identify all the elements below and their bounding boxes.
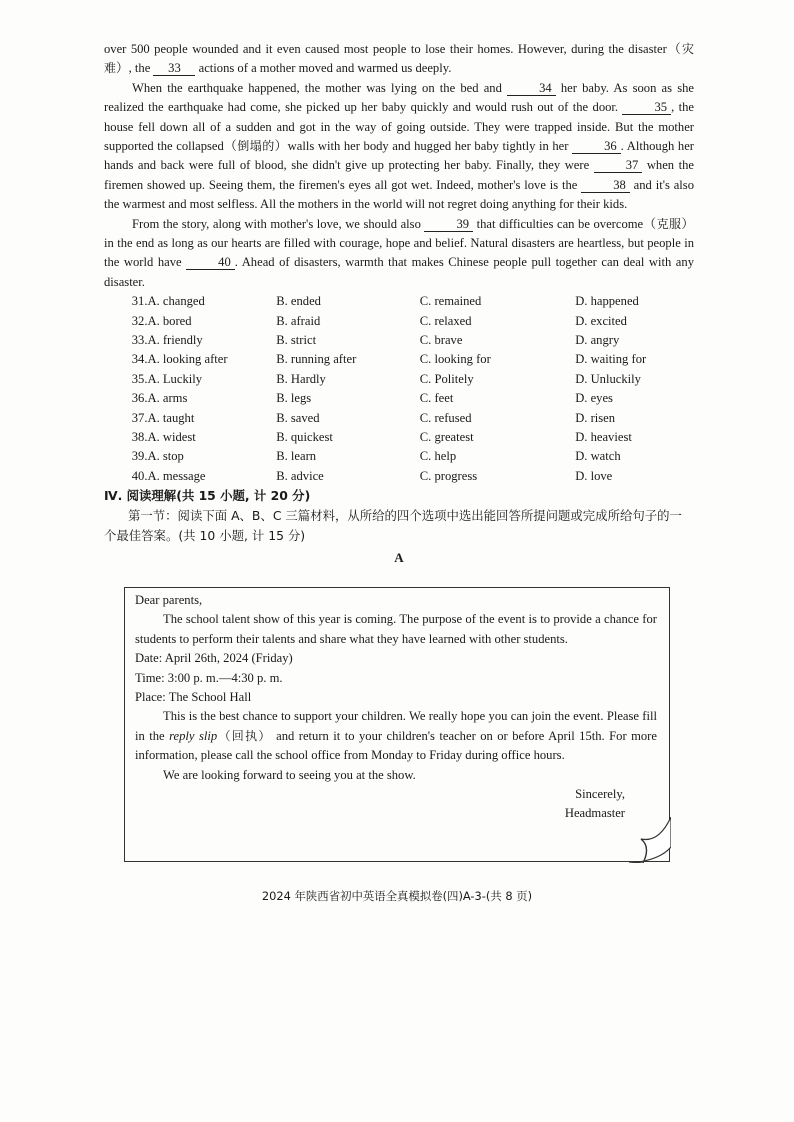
chinese-gloss: （回执）	[217, 728, 272, 743]
question-number: 33.	[131, 333, 148, 348]
blank-33[interactable]: 33	[153, 61, 195, 76]
option-b[interactable]: B. learn	[276, 449, 317, 464]
option-row-34	[104, 350, 694, 369]
option-d[interactable]: D. love	[575, 468, 613, 483]
option-b[interactable]: B. legs	[276, 391, 312, 406]
option-c[interactable]: C. feet	[419, 391, 454, 406]
passage-paragraph-3	[104, 215, 694, 293]
text: ）walls with her body and hugged her baby tightly in her	[274, 139, 569, 154]
text: actions of a mother moved and warmed us deeply.	[198, 61, 452, 76]
page-curl-icon	[629, 817, 671, 863]
blank-39[interactable]: 39	[424, 217, 473, 232]
notice-signer: Headmaster	[564, 806, 625, 821]
option-row-32	[104, 312, 694, 331]
chinese-gloss: 倒塌的	[237, 139, 275, 154]
text: This is the best chance to support your children. We really hope you can join the event. Please fill in the	[135, 709, 657, 743]
option-c[interactable]: C. refused	[419, 410, 472, 425]
option-c[interactable]: C. relaxed	[419, 313, 472, 328]
option-b[interactable]: B. Hardly	[276, 371, 326, 386]
option-d[interactable]: D. excited	[575, 313, 627, 328]
section-instruction: 第一节：阅读下面 A、B、C 三篇材料，从所给的四个选项中选出能回答所提问题或完成所给句子的一个最佳答案。(共 10 小题, 计 15 分)	[104, 507, 682, 543]
text: ）in the end as long as our hearts are filled with courage, hope and belief. Natural disasters are heartless, but people in the world have	[104, 216, 694, 270]
emphasis-text: reply slip	[169, 728, 218, 743]
option-row-31	[104, 292, 694, 311]
notice-body-1: The school talent show of this year is coming. The purpose of the event is to provide a chance for students to perform their talents and share what they have learned with other students.	[135, 612, 657, 646]
option-d[interactable]: D. happened	[575, 294, 639, 309]
blank-36[interactable]: 36	[572, 139, 621, 154]
option-c[interactable]: C. brave	[419, 333, 463, 348]
passage-letter: A	[394, 549, 404, 565]
option-d[interactable]: D. waiting for	[575, 352, 647, 367]
option-c[interactable]: C. help	[419, 449, 457, 464]
option-a[interactable]: A. Luckily	[147, 371, 203, 386]
question-number: 39.	[131, 449, 148, 464]
option-b[interactable]: B. running after	[276, 352, 357, 367]
option-d[interactable]: D. heaviest	[575, 430, 632, 445]
page-footer: 2024 年陕西省初中英语全真模拟卷(四)A-3-(共 8 页)	[261, 889, 533, 903]
question-number: 37.	[131, 410, 148, 425]
question-number: 38.	[131, 430, 148, 445]
option-a[interactable]: A. looking after	[147, 352, 228, 367]
notice-sincerely: Sincerely,	[575, 787, 625, 802]
option-c[interactable]: C. looking for	[419, 352, 491, 367]
option-d[interactable]: D. eyes	[575, 391, 613, 406]
notice-closing: We are looking forward to seeing you at the show.	[163, 767, 416, 782]
text: that difficulties can be overcome（	[476, 216, 657, 231]
notice-box	[124, 587, 670, 862]
chinese-gloss: 灾难	[104, 42, 694, 76]
option-d[interactable]: D. Unluckily	[575, 371, 641, 386]
question-number: 36.	[131, 391, 148, 406]
option-row-37	[104, 409, 694, 428]
blank-35[interactable]: 35	[622, 100, 671, 115]
text: and it's also the warmest and most selfless. All the mothers in the world will not regret doing anything for their kids.	[104, 177, 694, 212]
option-a[interactable]: A. stop	[147, 449, 184, 464]
notice-time: Time: 3:00 p. m.—4:30 p. m.	[135, 670, 283, 685]
section-title: Ⅳ. 阅读理解(共 15 小题, 计 20 分)	[104, 488, 311, 504]
option-b[interactable]: B. advice	[276, 468, 324, 483]
passage-paragraph-2	[104, 79, 694, 215]
question-number: 31.	[131, 294, 148, 309]
option-d[interactable]: D. angry	[575, 333, 620, 348]
text: over 500 people wounded and it even caused most people to lose their homes. However, during the disaster（	[104, 42, 682, 56]
option-row-36	[104, 389, 694, 408]
question-number: 34.	[131, 352, 148, 367]
option-b[interactable]: B. afraid	[276, 313, 321, 328]
answer-options	[104, 292, 694, 486]
option-row-38	[104, 428, 694, 447]
question-number: 35.	[131, 371, 148, 386]
option-c[interactable]: C. greatest	[419, 430, 474, 445]
option-row-40	[104, 467, 694, 486]
option-d[interactable]: D. risen	[575, 410, 616, 425]
blank-37[interactable]: 37	[594, 158, 643, 173]
blank-34[interactable]: 34	[507, 81, 556, 96]
option-c[interactable]: C. remained	[419, 294, 482, 309]
option-a[interactable]: A. friendly	[147, 333, 203, 348]
option-d[interactable]: D. watch	[575, 449, 621, 464]
chinese-gloss: 克服	[656, 216, 682, 231]
option-b[interactable]: B. saved	[276, 410, 320, 425]
notice-body-2	[135, 707, 657, 765]
option-a[interactable]: A. taught	[147, 410, 195, 425]
exam-content	[104, 40, 694, 567]
option-row-35	[104, 370, 694, 389]
text: . Ahead of disasters, warmth that makes Chinese people pull together can deal with any disaster.	[104, 255, 694, 289]
option-a[interactable]: A. arms	[147, 391, 188, 406]
text: From the story, along with mother's love, we should also	[132, 216, 421, 231]
option-b[interactable]: B. quickest	[276, 430, 333, 445]
text: , the house fell down all of a sudden and got in the way of going outside. They were trapped inside. But the mother supported the collapsed（	[104, 100, 694, 154]
option-a[interactable]: A. changed	[147, 294, 205, 309]
notice-place: Place: The School Hall	[135, 690, 252, 705]
text: when the firemen showed up. Seeing them, the firemen's eyes all got wet. Indeed, mother's love is the	[104, 158, 694, 192]
text: . Although her hands and back were full of blood, she didn't give up protecting her baby. Finally, they were	[104, 139, 694, 173]
question-number: 40.	[131, 468, 148, 483]
blank-40[interactable]: 40	[186, 255, 235, 270]
notice-greeting: Dear parents,	[135, 593, 203, 607]
option-a[interactable]: A. message	[147, 468, 206, 483]
option-c[interactable]: C. progress	[419, 468, 478, 483]
text: ）, the	[116, 61, 151, 76]
option-row-39	[104, 447, 694, 466]
text: her baby. As soon as she realized the earthquake had come, she picked up her baby quickly and would rush out of the door.	[104, 80, 695, 115]
blank-38[interactable]: 38	[581, 178, 630, 193]
option-row-33	[104, 331, 694, 350]
option-c[interactable]: C. Politely	[419, 371, 474, 386]
passage-paragraph-1	[104, 40, 694, 79]
text: When the earthquake happened, the mother was lying on the bed and	[132, 80, 502, 95]
text: and return it to your children's teacher on or before April 15th. For more information, please call the school office from Monday to Friday during office hours.	[135, 728, 657, 763]
option-a[interactable]: A. bored	[147, 313, 192, 328]
notice-date: Date: April 26th, 2024 (Friday)	[135, 651, 293, 666]
option-a[interactable]: A. widest	[147, 430, 196, 445]
option-b[interactable]: B. strict	[276, 333, 317, 348]
question-number: 32.	[131, 313, 148, 328]
option-b[interactable]: B. ended	[276, 294, 321, 309]
